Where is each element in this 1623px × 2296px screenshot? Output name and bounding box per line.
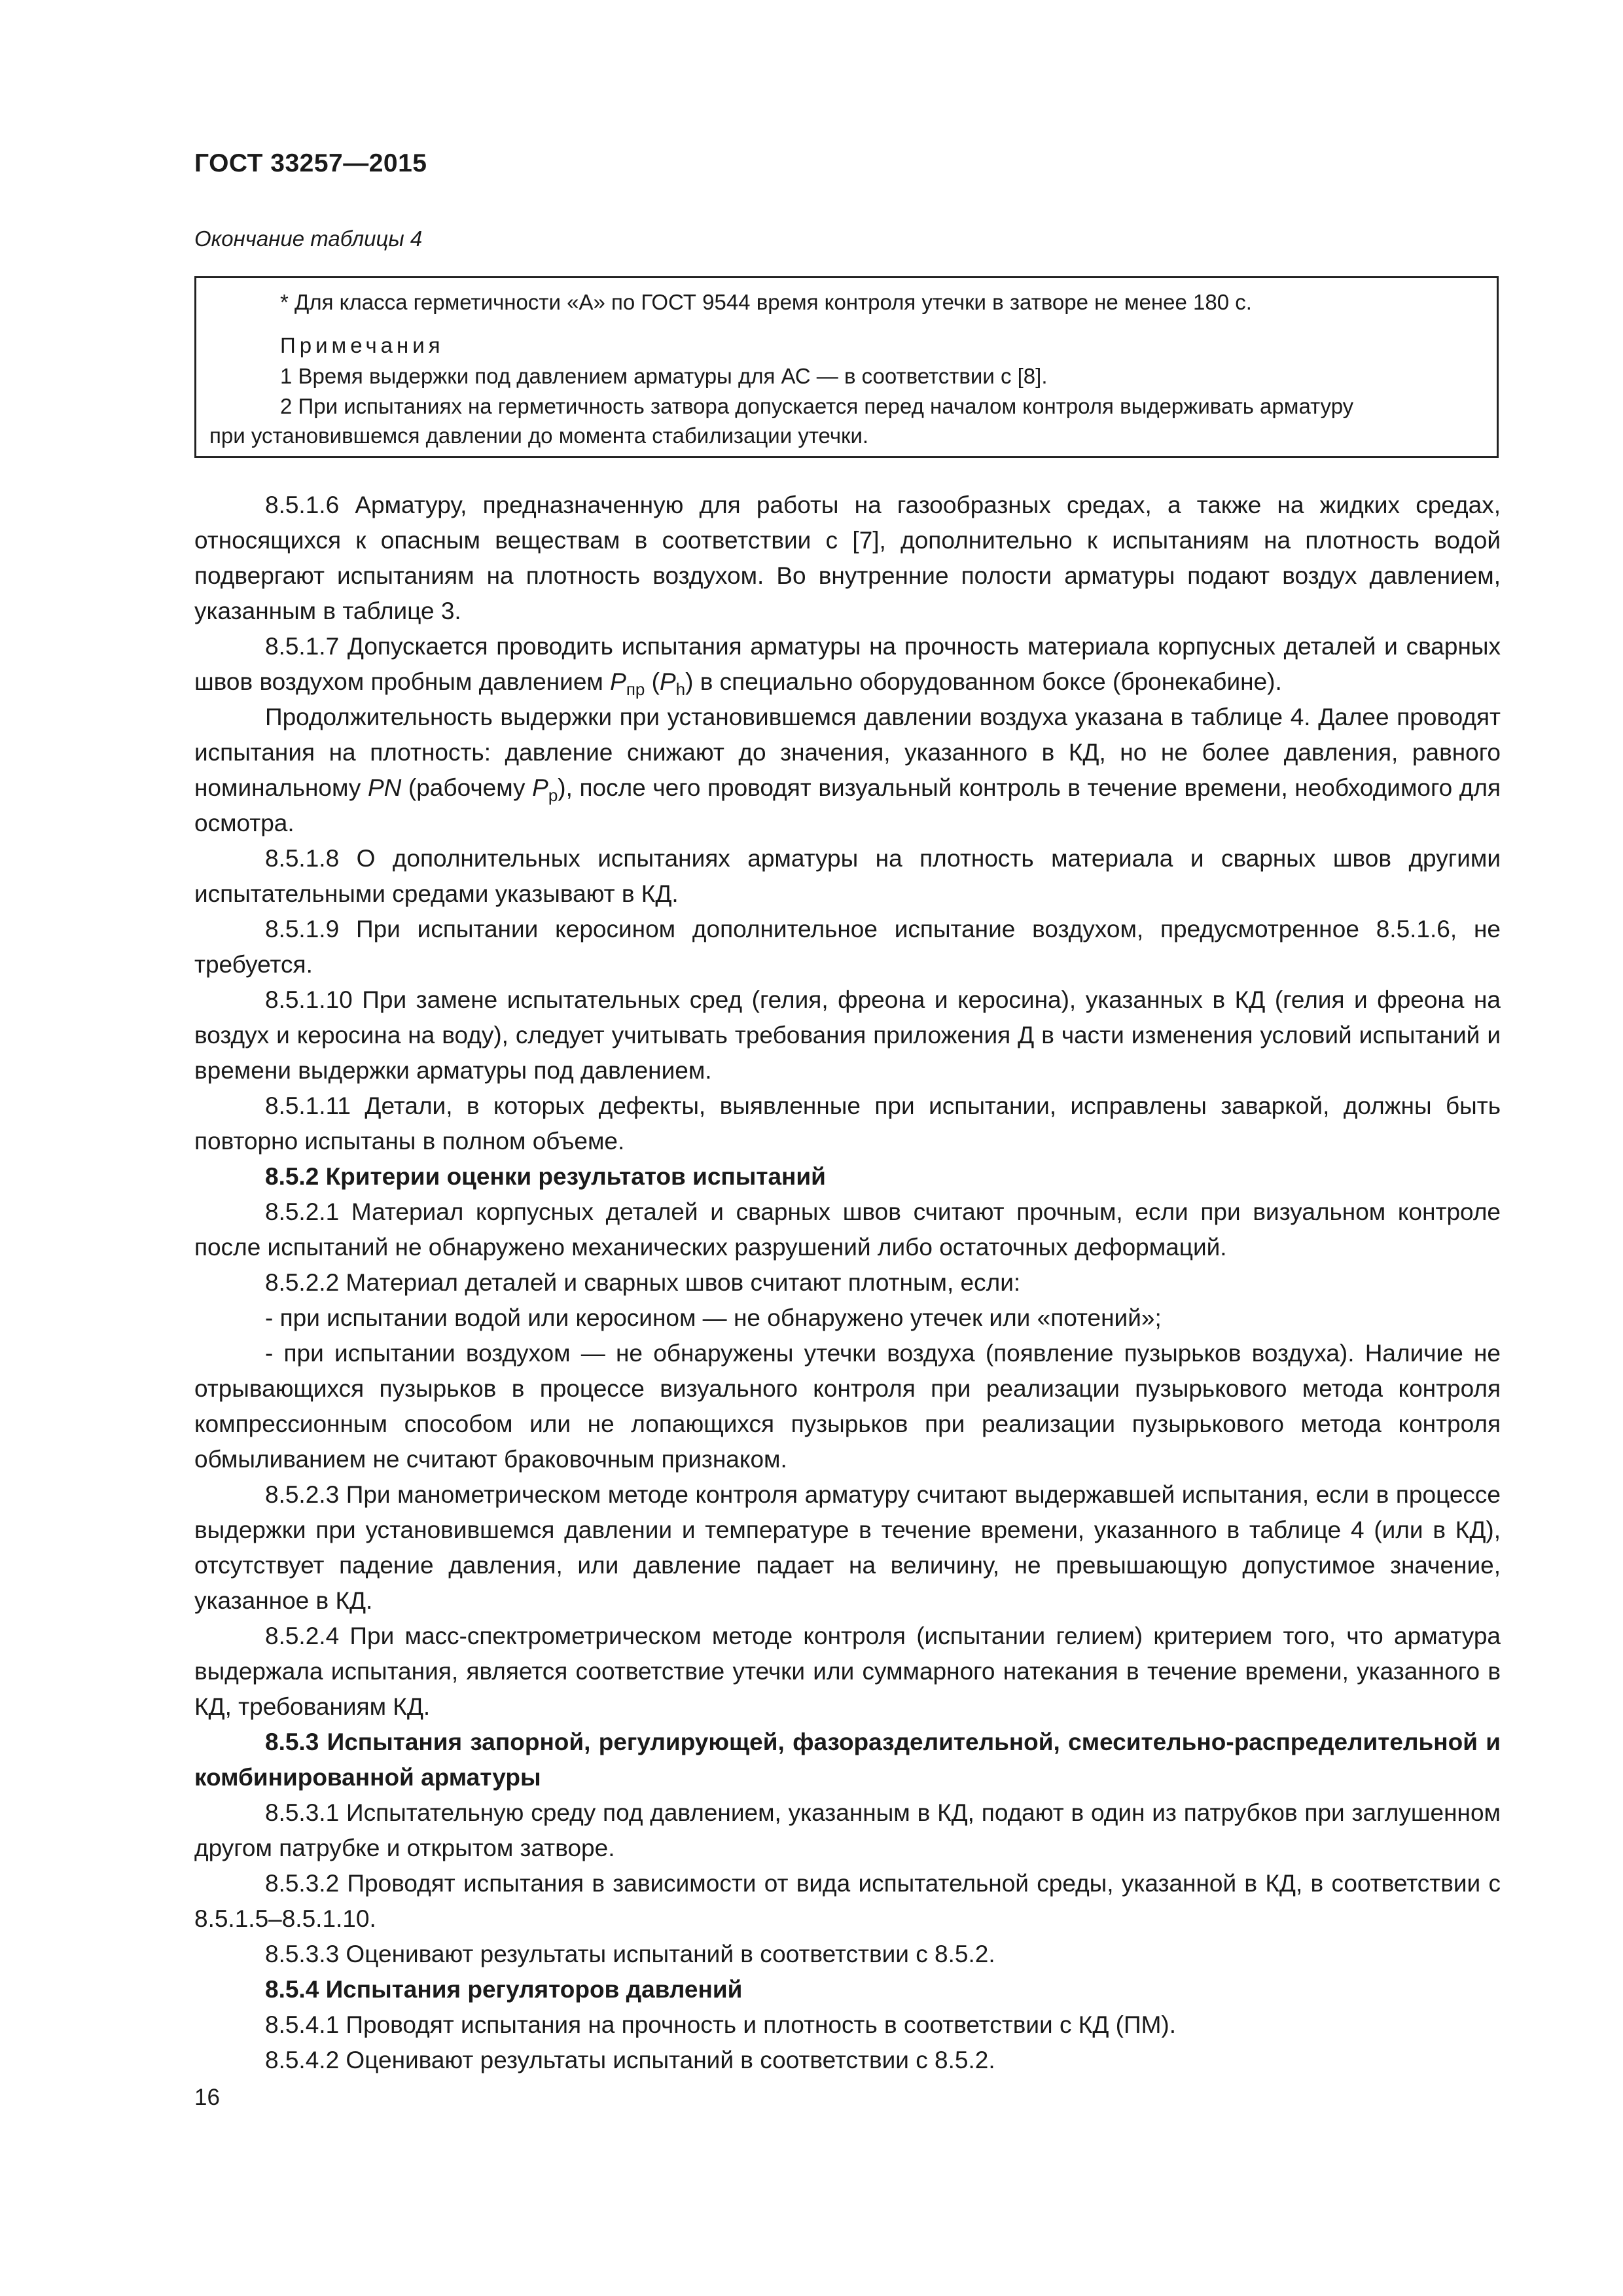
note-2-line-1: 2 При испытаниях на герметичность затвора допускается перед началом контроля выдерживать арматуру bbox=[280, 394, 1354, 418]
paragraph-8-5-1-11: 8.5.1.11 Детали, в которых дефекты, выявленные при испытании, исправлены заваркой, должны быть повторно испытаны в полном объеме. bbox=[194, 1092, 1501, 1155]
paragraph-8-5-2-3: 8.5.2.3 При манометрическом методе контроля арматуру считают выдержавшей испытания, если в процессе выдержки при установившемся давлении и температуре в течение времени, указанного в таблице 4 (или в КД), отсутствует падение давления, или давление падает на величину, не превышающую допустимое значение, указанное в КД. bbox=[194, 1481, 1501, 1614]
table-notes-box bbox=[194, 276, 1499, 458]
paragraph-8-5-4-2: 8.5.4.2 Оценивают результаты испытаний в соответствии с 8.5.2. bbox=[265, 2047, 995, 2073]
paragraph-8-5-1-9: 8.5.1.9 При испытании керосином дополнительное испытание воздухом, предусмотренное 8.5.1.6, не требуется. bbox=[194, 916, 1501, 978]
paragraph-duration: Продолжительность выдержки при установившемся давлении воздуха указана в таблице 4. Далее проводят испытания на плотность: давление снижают до значения, указанного в КД, но не более давления, равного номинальному PN (рабочему $P_р$), после чего проводят визуальный контроль в течение времени, необходимого для осмотра. bbox=[194, 704, 1501, 836]
paragraph-8-5-1-10: 8.5.1.10 При замене испытательных сред (гелия, фреона и керосина), указанных в КД (гелия и фреона на воздух и керосина на воду), следует учитывать требования приложения Д в части изменения условий испытаний и времени выдержки арматуры под давлением. bbox=[194, 986, 1501, 1084]
paragraph-8-5-3-2: 8.5.3.2 Проводят испытания в зависимости от вида испытательной среды, указанной в КД, в соответствии с 8.5.1.5–8.5.1.10. bbox=[194, 1870, 1501, 1932]
section-heading-8-5-4: 8.5.4 Испытания регуляторов давлений bbox=[265, 1976, 743, 2003]
section-heading-8-5-2: 8.5.2 Критерии оценки результатов испытаний bbox=[265, 1163, 826, 1190]
symbol-p: P bbox=[610, 668, 626, 695]
paragraph-8-5-1-6: 8.5.1.6 Арматуру, предназначенную для работы на газообразных средах, а также на жидких средах, относящихся к опасным веществам в соответствии с [7], дополнительно к испытаниям на плотность водой подвергают испытаниям на плотность воздухом. Во внутренние полости арматуры подают воздух давлением, указанным в таблице 3. bbox=[194, 492, 1501, 624]
symbol-pn: PN bbox=[367, 774, 402, 801]
note-1: 1 Время выдержки под давлением арматуры для АС — в соответствии с [8]. bbox=[280, 364, 1048, 388]
section-heading-8-5-3: 8.5.3 Испытания запорной, регулирующей, фазоразделительной, смесительно-распределительной и комбинированной арматуры bbox=[194, 1729, 1501, 1791]
paragraph-8-5-2-1: 8.5.2.1 Материал корпусных деталей и сварных швов считают прочным, если при визуальном контроле после испытаний не обнаружено механических разрушений либо остаточных деформаций. bbox=[194, 1198, 1501, 1261]
list-item-air: - при испытании воздухом — не обнаружены утечки воздуха (появление пузырьков воздуха). Наличие не отрывающихся пузырьков в процессе визуального контроля при реализации пузырькового метода контроля компрессионным способом или не лопающихся пузырьков при реализации пузырькового метода контроля обмыливанием не считают браковочным признаком. bbox=[194, 1340, 1501, 1473]
table-continuation-caption: Окончание таблицы 4 bbox=[194, 226, 423, 251]
paragraph-8-5-2-2: 8.5.2.2 Материал деталей и сварных швов считают плотным, если: bbox=[265, 1269, 1021, 1296]
paragraph-8-5-1-8: 8.5.1.8 О дополнительных испытаниях арматуры на плотность материала и сварных швов другими испытательными средами указывают в КД. bbox=[194, 845, 1501, 907]
page-number: 16 bbox=[194, 2085, 220, 2110]
symbol-p: P bbox=[532, 774, 548, 801]
paragraph-8-5-3-3: 8.5.3.3 Оценивают результаты испытаний в соответствии с 8.5.2. bbox=[265, 1941, 995, 1967]
list-item-water-kerosene: - при испытании водой или керосином — не обнаружено утечек или «потений»; bbox=[265, 1304, 1162, 1331]
paragraph-8-5-3-1: 8.5.3.1 Испытательную среду под давлением, указанным в КД, подают в один из патрубков при заглушенном другом патрубке и открытом затворе. bbox=[194, 1799, 1501, 1861]
footnote: * Для класса герметичности «А» по ГОСТ 9544 время контроля утечки в затворе не менее 180 с. bbox=[280, 290, 1252, 314]
document-header: ГОСТ 33257—2015 bbox=[194, 149, 427, 177]
symbol-p: P bbox=[659, 668, 676, 695]
paragraph-8-5-4-1: 8.5.4.1 Проводят испытания на прочность и плотность в соответствии с КД (ПМ). bbox=[265, 2011, 1177, 2038]
note-2-line-2: при установившемся давлении до момента стабилизации утечки. bbox=[209, 423, 869, 448]
notes-title: Примечания bbox=[280, 333, 444, 357]
document-body bbox=[194, 488, 1501, 2078]
paragraph-8-5-2-4: 8.5.2.4 При масс-спектрометрическом методе контроля (испытании гелием) критерием того, что арматура выдержала испытания, является соответствие утечки или суммарного натекания в течение времени, указанного в КД, требованиям КД. bbox=[194, 1623, 1501, 1720]
paragraph-8-5-1-7: 8.5.1.7 Допускается проводить испытания арматуры на прочность материала корпусных деталей и сварных швов воздухом пробным давлением $P_{пр}$ $(P_h)$ в специально оборудованном боксе (бронекабине). bbox=[194, 633, 1501, 699]
